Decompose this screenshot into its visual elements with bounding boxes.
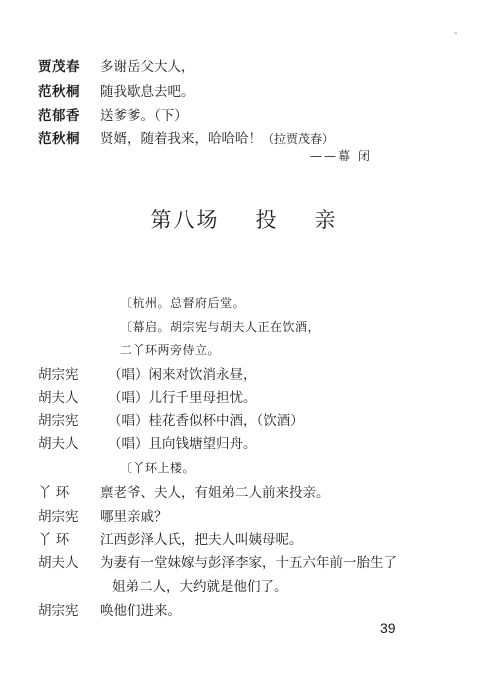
speaker-name: 胡夫人 xyxy=(38,436,79,452)
speech-text xyxy=(100,130,334,148)
stage-direction: （拉贾茂春） xyxy=(262,132,335,146)
title-word-2: 亲 xyxy=(314,208,338,232)
scene-number: 第八场 xyxy=(150,208,220,232)
speech-text: 随我歇息去吧。 xyxy=(100,84,195,100)
speech-text: 姐弟二人，大约就是他们了。 xyxy=(112,579,288,595)
speaker-name: 胡宗宪 xyxy=(38,413,79,429)
speaker-name: 丫 环 xyxy=(38,532,70,548)
speaker-name: 范郁香 xyxy=(38,108,80,124)
speech-text: 唤他们进来。 xyxy=(100,603,181,619)
page-number: 39 xyxy=(380,620,396,636)
speaker-name: 胡夫人 xyxy=(38,390,79,406)
speech-text: （唱）桂花香似杯中酒，（饮酒） xyxy=(108,413,304,429)
speech-text: （唱）儿行千里母担忧。 xyxy=(108,390,257,406)
speech-text: 禀老爷、夫人，有姐弟二人前来投亲。 xyxy=(100,485,330,501)
stage-direction: 〔杭州。总督府后堂。 xyxy=(120,296,246,310)
speaker-name: 丫 环 xyxy=(38,485,70,501)
speaker-name: 范秋桐 xyxy=(38,84,80,100)
title-word-1: 投 xyxy=(255,208,279,232)
speaker-name: 范秋桐 xyxy=(38,131,80,147)
speech-text: 多谢岳父大人， xyxy=(100,59,195,75)
curtain-note: ——幕 闭 xyxy=(310,149,372,163)
stage-direction: 〔幕启。胡宗宪与胡夫人正在饮酒， xyxy=(120,320,321,334)
stage-direction: 〔丫环上楼。 xyxy=(120,461,196,475)
scene-title xyxy=(0,204,488,234)
speaker-name: 贾茂春 xyxy=(38,59,80,75)
stage-direction: 二丫环两旁侍立。 xyxy=(120,343,221,357)
speech-text: 为妻有一堂妹嫁与彭泽李家，十五六年前一胎生了 xyxy=(100,555,397,571)
top-mark: - xyxy=(454,28,458,39)
speaker-name: 胡宗宪 xyxy=(38,509,79,525)
speech-text: （唱）且向钱塘望归舟。 xyxy=(108,436,257,452)
speech-text: 哪里亲戚？ xyxy=(100,509,168,525)
speaker-name: 胡宗宪 xyxy=(38,367,79,383)
speaker-name: 胡宗宪 xyxy=(38,603,79,619)
speech-words: 贤婿，随着我来，哈哈哈！ xyxy=(100,131,262,147)
speech-text: （唱）闲来对饮消永昼， xyxy=(108,367,257,383)
speech-text: 送爹爹。（下） xyxy=(100,108,188,124)
speaker-name: 胡夫人 xyxy=(38,555,79,571)
speech-text: 江西彭泽人氏，把夫人叫姨母呢。 xyxy=(100,532,303,548)
